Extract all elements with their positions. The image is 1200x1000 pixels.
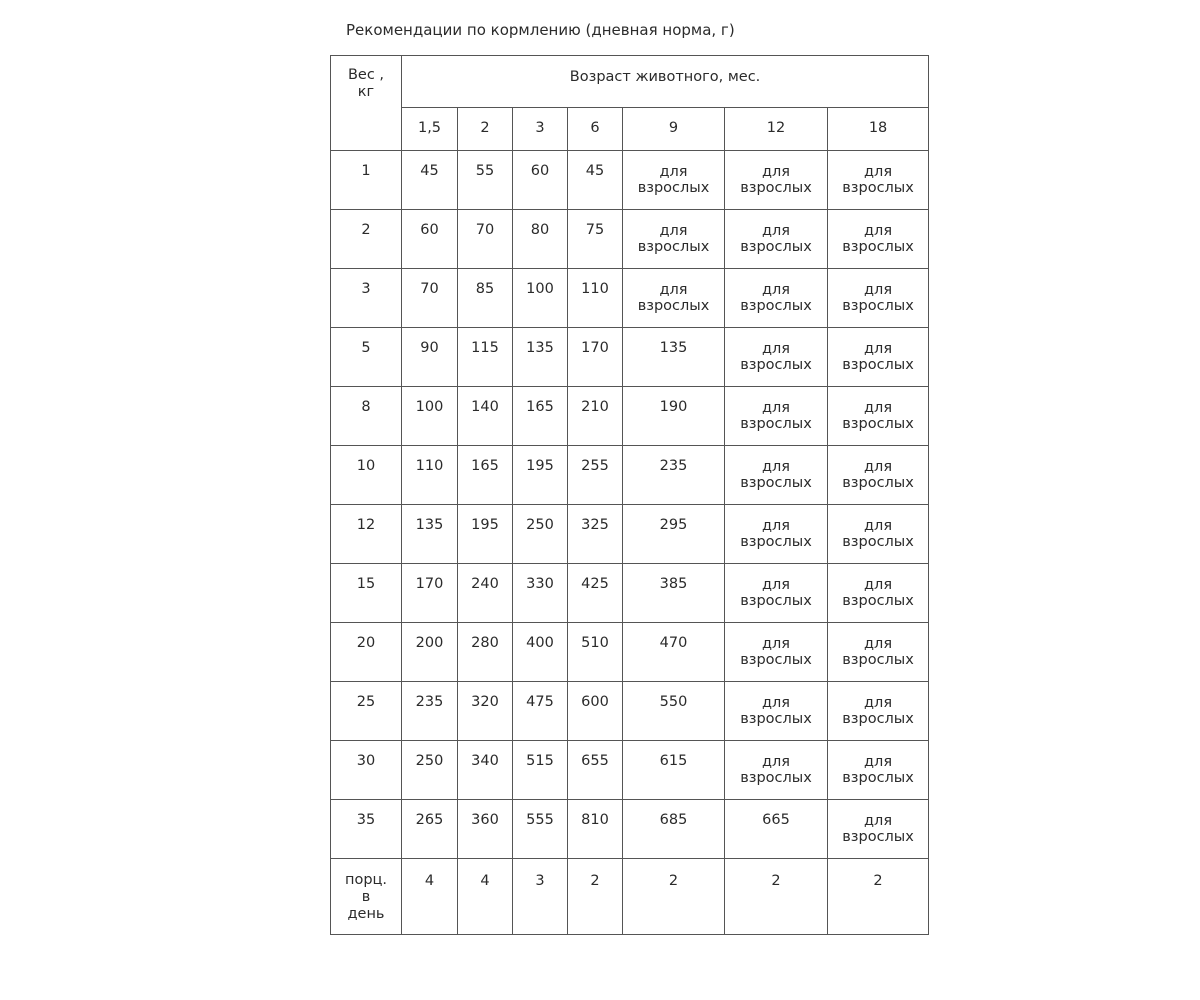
weight-value: 25 — [356, 694, 376, 710]
grams-value: 135 — [526, 340, 554, 356]
weight-cell — [331, 741, 402, 800]
grams-value: 240 — [471, 576, 499, 592]
portion-cell — [623, 682, 725, 741]
portion-cell — [513, 800, 568, 859]
grams-value: 70 — [420, 281, 439, 297]
adult-note-line2: взрослых — [637, 180, 710, 196]
portion-cell — [828, 682, 929, 741]
adult-note-line2: взрослых — [842, 298, 914, 314]
adult-note-line2: взрослых — [842, 416, 914, 432]
portion-cell — [828, 328, 929, 387]
adult-note-line1: для — [761, 636, 791, 652]
portion-cell — [623, 800, 725, 859]
grams-value: 330 — [526, 576, 554, 592]
portion-cell — [828, 623, 929, 682]
grams-value: 320 — [471, 694, 499, 710]
portions-cell — [568, 859, 623, 935]
adult-food-note — [828, 328, 928, 373]
weight-value: 10 — [356, 458, 376, 474]
age-column-label: 18 — [868, 120, 888, 136]
grams-value: 685 — [659, 812, 688, 828]
table-row — [331, 741, 929, 800]
grams-value: 295 — [659, 517, 688, 533]
adult-food-note — [725, 623, 827, 668]
portion-cell — [725, 210, 828, 269]
age-column-label: 9 — [668, 120, 679, 136]
portion-cell — [828, 210, 929, 269]
portions-value: 2 — [668, 873, 679, 889]
grams-value: 210 — [581, 399, 609, 415]
weight-cell — [331, 387, 402, 446]
grams-value: 265 — [415, 812, 444, 828]
adult-food-note — [828, 564, 928, 609]
portion-cell — [568, 682, 623, 741]
grams-value: 140 — [471, 399, 499, 415]
adult-note-line1: для — [761, 282, 791, 298]
grams-value: 475 — [526, 694, 554, 710]
portion-cell — [568, 623, 623, 682]
portions-value: 4 — [424, 873, 435, 889]
grams-value: 55 — [475, 163, 495, 179]
portion-cell — [458, 800, 513, 859]
adult-note-line2: взрослых — [637, 298, 710, 314]
portions-label-cell — [331, 859, 402, 935]
adult-food-note — [623, 151, 724, 196]
adult-food-note — [828, 387, 928, 432]
adult-note-line2: взрослых — [842, 593, 914, 609]
weight-value: 2 — [361, 222, 371, 238]
adult-note-line1: для — [864, 754, 893, 770]
portion-cell — [402, 800, 458, 859]
weight-cell — [331, 269, 402, 328]
age-column-header — [725, 108, 828, 151]
portions-value: 3 — [535, 873, 545, 889]
adult-note-line2: взрослых — [740, 711, 812, 727]
portion-cell — [623, 328, 725, 387]
adult-note-line2: взрослых — [740, 593, 812, 609]
age-column-label: 12 — [766, 120, 786, 136]
adult-note-line1: для — [659, 223, 688, 239]
adult-note-line1: для — [864, 636, 893, 652]
age-column-label: 3 — [535, 120, 545, 136]
weight-cell — [331, 505, 402, 564]
weight-value: 3 — [361, 281, 371, 297]
grams-value: 470 — [659, 635, 688, 651]
portion-cell — [623, 505, 725, 564]
portion-cell — [725, 505, 828, 564]
portion-cell — [623, 564, 725, 623]
weight-cell — [331, 800, 402, 859]
age-header-label: Возраст животного, мес. — [569, 69, 761, 85]
grams-value: 255 — [581, 458, 609, 474]
adult-note-line2: взрослых — [842, 829, 914, 845]
portion-cell — [623, 387, 725, 446]
table-caption: Рекомендации по кормлению (дневная норма, г) — [346, 21, 735, 39]
adult-note-line1: для — [864, 813, 893, 829]
grams-value: 515 — [526, 753, 554, 769]
portion-cell — [828, 800, 929, 859]
weight-cell — [331, 623, 402, 682]
weight-value: 20 — [356, 635, 376, 651]
weight-value: 12 — [356, 517, 376, 533]
table-row — [331, 151, 929, 210]
portion-cell — [513, 623, 568, 682]
weight-header-line1: Вес , — [347, 67, 385, 83]
grams-value: 235 — [659, 458, 688, 474]
age-column-header — [568, 108, 623, 151]
portion-cell — [458, 446, 513, 505]
adult-food-note — [623, 210, 724, 255]
adult-note-line1: для — [659, 282, 688, 298]
portions-value: 4 — [480, 873, 490, 889]
grams-value: 615 — [659, 753, 688, 769]
adult-note-line1: для — [761, 577, 791, 593]
table-row — [331, 269, 929, 328]
portion-cell — [725, 564, 828, 623]
portion-cell — [568, 210, 623, 269]
portion-cell — [402, 387, 458, 446]
portion-cell — [725, 151, 828, 210]
portion-cell — [402, 505, 458, 564]
adult-food-note — [725, 505, 827, 550]
adult-note-line1: для — [761, 341, 791, 357]
portion-cell — [458, 623, 513, 682]
adult-note-line2: взрослых — [842, 711, 914, 727]
grams-value: 80 — [530, 222, 550, 238]
weight-value: 8 — [361, 399, 371, 415]
grams-value: 665 — [762, 812, 790, 828]
adult-food-note — [725, 151, 827, 196]
adult-note-line2: взрослых — [740, 534, 812, 550]
portion-cell — [568, 151, 623, 210]
portion-cell — [623, 210, 725, 269]
portion-cell — [623, 269, 725, 328]
table-row — [331, 564, 929, 623]
portions-value: 2 — [771, 873, 781, 889]
adult-note-line2: взрослых — [740, 475, 812, 491]
grams-value: 115 — [471, 340, 499, 356]
adult-note-line2: взрослых — [740, 180, 812, 196]
portion-cell — [725, 800, 828, 859]
portion-cell — [458, 269, 513, 328]
weight-value: 5 — [361, 340, 371, 356]
portion-cell — [725, 682, 828, 741]
adult-note-line1: для — [761, 400, 791, 416]
grams-value: 45 — [420, 163, 439, 179]
age-column-label: 6 — [590, 120, 600, 136]
portion-cell — [568, 328, 623, 387]
grams-value: 325 — [581, 517, 609, 533]
adult-note-line1: для — [864, 164, 893, 180]
grams-value: 340 — [471, 753, 499, 769]
portion-cell — [458, 505, 513, 564]
adult-food-note — [828, 505, 928, 550]
portions-label-line2: в — [361, 889, 371, 905]
adult-food-note — [725, 741, 827, 786]
grams-value: 190 — [659, 399, 688, 415]
adult-food-note — [828, 623, 928, 668]
adult-note-line1: для — [864, 695, 893, 711]
age-column-header — [458, 108, 513, 151]
weight-cell — [331, 210, 402, 269]
portions-value: 2 — [873, 873, 883, 889]
adult-note-line1: для — [659, 164, 688, 180]
weight-value: 1 — [361, 163, 371, 179]
adult-food-note — [828, 800, 928, 845]
table-row — [331, 800, 929, 859]
portion-cell — [402, 328, 458, 387]
portion-cell — [402, 623, 458, 682]
feeding-table — [330, 55, 929, 935]
adult-note-line1: для — [864, 341, 893, 357]
adult-food-note — [725, 682, 827, 727]
portions-label-line3: день — [347, 906, 385, 922]
adult-note-line2: взрослых — [740, 239, 812, 255]
grams-value: 100 — [415, 399, 444, 415]
header-row — [331, 56, 929, 108]
adult-note-line1: для — [761, 754, 791, 770]
adult-note-line1: для — [864, 518, 893, 534]
adult-note-line2: взрослых — [637, 239, 710, 255]
adult-food-note — [725, 328, 827, 373]
adult-note-line2: взрослых — [842, 239, 914, 255]
portion-cell — [725, 623, 828, 682]
grams-value: 385 — [659, 576, 688, 592]
portion-cell — [458, 210, 513, 269]
age-column-header — [623, 108, 725, 151]
grams-value: 555 — [526, 812, 554, 828]
weight-value: 15 — [356, 576, 376, 592]
adult-note-line2: взрослых — [842, 180, 914, 196]
adult-food-note — [828, 151, 928, 196]
adult-food-note — [725, 387, 827, 432]
portions-cell — [513, 859, 568, 935]
grams-value: 195 — [471, 517, 499, 533]
portion-cell — [828, 741, 929, 800]
table-row — [331, 387, 929, 446]
portion-cell — [402, 564, 458, 623]
adult-food-note — [828, 269, 928, 314]
portion-cell — [513, 151, 568, 210]
portion-cell — [725, 269, 828, 328]
portion-cell — [568, 800, 623, 859]
portion-cell — [513, 210, 568, 269]
adult-note-line1: для — [864, 577, 893, 593]
grams-value: 250 — [526, 517, 554, 533]
grams-value: 135 — [415, 517, 444, 533]
adult-note-line1: для — [864, 459, 893, 475]
portion-cell — [623, 446, 725, 505]
adult-note-line2: взрослых — [740, 416, 812, 432]
adult-note-line2: взрослых — [842, 770, 914, 786]
weight-cell — [331, 682, 402, 741]
portions-cell — [828, 859, 929, 935]
age-column-header — [513, 108, 568, 151]
grams-value: 400 — [526, 635, 554, 651]
portion-cell — [402, 210, 458, 269]
portions-label-line1: порц. — [344, 872, 388, 888]
portion-cell — [568, 505, 623, 564]
table-row — [331, 328, 929, 387]
portion-cell — [725, 741, 828, 800]
table-row — [331, 210, 929, 269]
portions-cell — [458, 859, 513, 935]
adult-food-note — [725, 210, 827, 255]
adult-food-note — [623, 269, 724, 314]
portion-cell — [568, 387, 623, 446]
grams-value: 135 — [659, 340, 688, 356]
adult-note-line1: для — [864, 223, 893, 239]
portions-cell — [402, 859, 458, 935]
grams-value: 60 — [420, 222, 439, 238]
portion-cell — [402, 741, 458, 800]
portions-row — [331, 859, 929, 935]
adult-note-line1: для — [761, 164, 791, 180]
grams-value: 100 — [526, 281, 554, 297]
grams-value: 165 — [526, 399, 554, 415]
adult-food-note — [725, 446, 827, 491]
portion-cell — [458, 682, 513, 741]
portion-cell — [402, 151, 458, 210]
portion-cell — [513, 682, 568, 741]
portion-cell — [828, 151, 929, 210]
adult-note-line2: взрослых — [740, 770, 812, 786]
weight-header-cell — [331, 56, 402, 151]
grams-value: 70 — [475, 222, 495, 238]
portion-cell — [513, 741, 568, 800]
grams-value: 655 — [581, 753, 609, 769]
adult-food-note — [828, 210, 928, 255]
portion-cell — [513, 387, 568, 446]
grams-value: 110 — [581, 281, 609, 297]
adult-note-line1: для — [761, 223, 791, 239]
grams-value: 550 — [659, 694, 688, 710]
grams-value: 235 — [415, 694, 444, 710]
weight-cell — [331, 564, 402, 623]
portion-cell — [568, 446, 623, 505]
weight-value: 30 — [356, 753, 376, 769]
grams-value: 90 — [420, 340, 439, 356]
grams-value: 250 — [415, 753, 444, 769]
portion-cell — [725, 387, 828, 446]
adult-note-line2: взрослых — [842, 357, 914, 373]
weight-cell — [331, 446, 402, 505]
adult-food-note — [828, 682, 928, 727]
portion-cell — [513, 446, 568, 505]
adult-note-line1: для — [761, 459, 791, 475]
grams-value: 75 — [585, 222, 605, 238]
adult-note-line1: для — [864, 400, 893, 416]
age-column-header — [402, 108, 458, 151]
grams-value: 510 — [581, 635, 609, 651]
weight-value: 35 — [356, 812, 376, 828]
grams-value: 200 — [415, 635, 444, 651]
weight-cell — [331, 151, 402, 210]
portion-cell — [828, 505, 929, 564]
portion-cell — [513, 269, 568, 328]
adult-food-note — [725, 564, 827, 609]
table-row — [331, 623, 929, 682]
grams-value: 60 — [530, 163, 550, 179]
grams-value: 45 — [585, 163, 605, 179]
grams-value: 280 — [471, 635, 499, 651]
portion-cell — [458, 151, 513, 210]
portion-cell — [458, 741, 513, 800]
grams-value: 170 — [415, 576, 444, 592]
grams-value: 810 — [581, 812, 609, 828]
adult-note-line2: взрослых — [740, 357, 812, 373]
portion-cell — [828, 564, 929, 623]
adult-note-line2: взрослых — [740, 652, 812, 668]
adult-note-line1: для — [761, 695, 791, 711]
portion-cell — [458, 387, 513, 446]
adult-note-line1: для — [864, 282, 893, 298]
grams-value: 195 — [526, 458, 554, 474]
portion-cell — [828, 387, 929, 446]
portion-cell — [623, 151, 725, 210]
grams-value: 165 — [471, 458, 499, 474]
portion-cell — [568, 564, 623, 623]
grams-value: 170 — [581, 340, 609, 356]
portion-cell — [513, 505, 568, 564]
adult-note-line2: взрослых — [740, 298, 812, 314]
adult-note-line2: взрослых — [842, 534, 914, 550]
weight-header-line2: кг — [357, 84, 375, 100]
portion-cell — [402, 446, 458, 505]
portion-cell — [725, 446, 828, 505]
portion-cell — [568, 269, 623, 328]
table-row — [331, 505, 929, 564]
portion-cell — [513, 564, 568, 623]
grams-value: 425 — [581, 576, 609, 592]
portions-value: 2 — [590, 873, 600, 889]
portion-cell — [513, 328, 568, 387]
age-column-label: 2 — [480, 120, 490, 136]
portion-cell — [725, 328, 828, 387]
table-row — [331, 446, 929, 505]
portion-cell — [828, 269, 929, 328]
adult-note-line1: для — [761, 518, 791, 534]
portion-cell — [458, 564, 513, 623]
portions-cell — [623, 859, 725, 935]
adult-food-note — [725, 269, 827, 314]
portion-cell — [623, 741, 725, 800]
grams-value: 360 — [471, 812, 499, 828]
age-column-label: 1,5 — [417, 120, 442, 136]
adult-food-note — [828, 741, 928, 786]
table-row — [331, 682, 929, 741]
weight-cell — [331, 328, 402, 387]
grams-value: 600 — [581, 694, 609, 710]
portion-cell — [623, 623, 725, 682]
age-column-header — [828, 108, 929, 151]
portion-cell — [568, 741, 623, 800]
grams-value: 85 — [475, 281, 495, 297]
grams-value: 110 — [415, 458, 444, 474]
portion-cell — [402, 682, 458, 741]
portion-cell — [828, 446, 929, 505]
adult-note-line2: взрослых — [842, 652, 914, 668]
age-header-cell — [402, 56, 929, 108]
age-columns-row — [331, 108, 929, 151]
adult-food-note — [828, 446, 928, 491]
portion-cell — [402, 269, 458, 328]
portion-cell — [458, 328, 513, 387]
adult-note-line2: взрослых — [842, 475, 914, 491]
portions-cell — [725, 859, 828, 935]
